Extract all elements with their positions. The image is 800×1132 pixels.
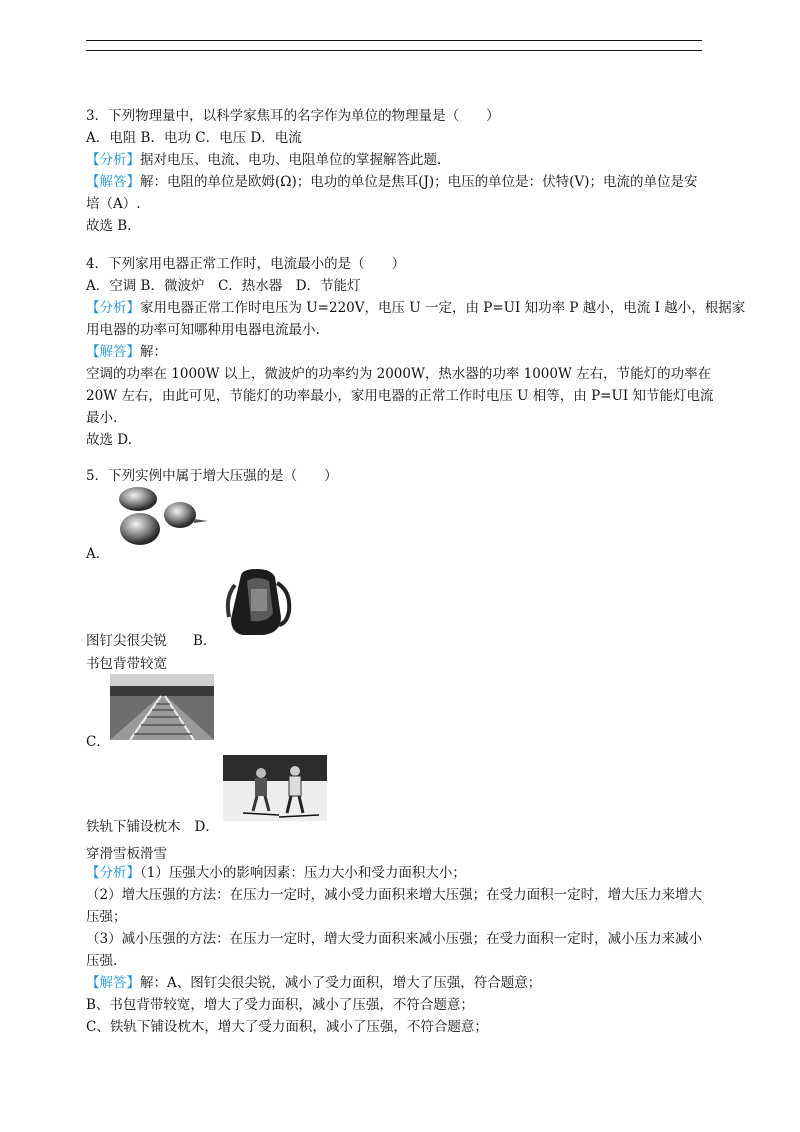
- q4-answer-3: 最小.: [86, 410, 118, 426]
- q5-option-a-caption: [86, 632, 216, 650]
- q4-options: A．空调 B．微波炉 C．热水器 D．节能灯: [86, 278, 361, 294]
- q5-answer-3: C、铁轨下铺设枕木，增大了受力面积，减小了压强，不符合题意；: [86, 1019, 488, 1035]
- q3-stem: 3．下列物理量中，以科学家焦耳的名字作为单位的物理量是（ ）: [86, 108, 500, 124]
- answer-tag: 【解答】: [86, 344, 140, 360]
- q5-option-c-caption: [86, 818, 219, 836]
- answer-lead: 解：: [140, 344, 167, 360]
- skiing-image: [223, 755, 327, 821]
- q5-answer-2: B、书包背带较宽，增大了受力面积，减小了压强，不符合题意；: [86, 997, 474, 1013]
- analysis-text: （1）压强大小的影响因素：压力大小和受力面积大小；: [140, 865, 466, 881]
- answer-tag: 【解答】: [86, 174, 140, 190]
- q3-options: A．电阻 B．电功 C．电压 D．电流: [86, 130, 302, 146]
- answer-text: 解：A、图钉尖很尖锐，减小了受力面积，增大了压强，符合题意；: [140, 975, 542, 991]
- caption-a: 图钉尖很尖锐: [86, 633, 167, 649]
- q4-answer-2: 20W 左右，由此可见，节能灯的功率最小，家用电器的正常工作时电压 U 相等，由 P=UI 知节能灯电流: [86, 388, 714, 404]
- option-b-letter: B．: [193, 633, 217, 649]
- q4-stem: 4．下列家用电器正常工作时，电流最小的是（ ）: [86, 256, 406, 272]
- q5-analysis: [86, 864, 466, 882]
- q3-conclusion: 故选 B.: [86, 218, 132, 234]
- backpack-image: [223, 567, 293, 639]
- q5-analysis-4: （3）减小压强的方法：在压力一定时，增大受力面积来减小压强；在受力面积一定时，减小压力来减小: [86, 931, 703, 947]
- caption-c: 铁轨下铺设枕木: [86, 819, 181, 835]
- q5-option-c-letter: C．: [86, 734, 110, 750]
- q4-analysis: [86, 299, 745, 317]
- header-rule-top: [86, 40, 702, 41]
- analysis-tag: 【分析】: [86, 865, 140, 881]
- q4-answer-1: 空调的功率在 1000W 以上，微波炉的功率约为 2000W，热水器的功率 1000W 左右，节能灯的功率在: [86, 366, 712, 382]
- q5-stem: 5．下列实例中属于增大压强的是（ ）: [86, 468, 338, 484]
- analysis-text: 家用电器正常工作时电压为 U=220V，电压 U 一定，由 P=UI 知功率 P 越小，电流 I 越小，根据家: [140, 300, 746, 316]
- q5-answer: [86, 974, 541, 992]
- analysis-text: 据对电压、电流、电功、电阻单位的掌握解答此题.: [140, 152, 442, 168]
- thumbtack-image: [110, 485, 210, 547]
- q3-analysis: [86, 151, 441, 169]
- option-d-letter: D．: [194, 819, 219, 835]
- answer-tag: 【解答】: [86, 975, 140, 991]
- answer-text: 解：电阻的单位是欧姆(Ω)；电功的单位是焦耳(J)；电压的单位是：伏特(V)；电流的单位是安: [140, 174, 698, 190]
- analysis-tag: 【分析】: [86, 152, 140, 168]
- q5-analysis-2: （2）增大压强的方法：在压力一定时，减小受力面积来增大压强；在受力面积一定时，增大压力来增大: [86, 887, 703, 903]
- railway-image: [110, 674, 214, 740]
- q4-conclusion: 故选 D.: [86, 432, 132, 448]
- q4-analysis-cont: 用电器的功率可知哪种用电器电流最小.: [86, 322, 320, 338]
- q4-answer: [86, 343, 167, 361]
- analysis-tag: 【分析】: [86, 300, 140, 316]
- q5-option-a-letter: A．: [86, 546, 110, 562]
- q5-option-b-caption: 书包背带较宽: [86, 656, 167, 672]
- q3-answer: [86, 173, 697, 191]
- q3-answer-cont: 培（A）.: [86, 196, 141, 212]
- header-rule-bottom: [86, 50, 702, 51]
- q5-analysis-3: 压强；: [86, 909, 127, 925]
- q5-option-d-caption: 穿滑雪板滑雪: [86, 846, 167, 862]
- q5-analysis-5: 压强.: [86, 953, 118, 969]
